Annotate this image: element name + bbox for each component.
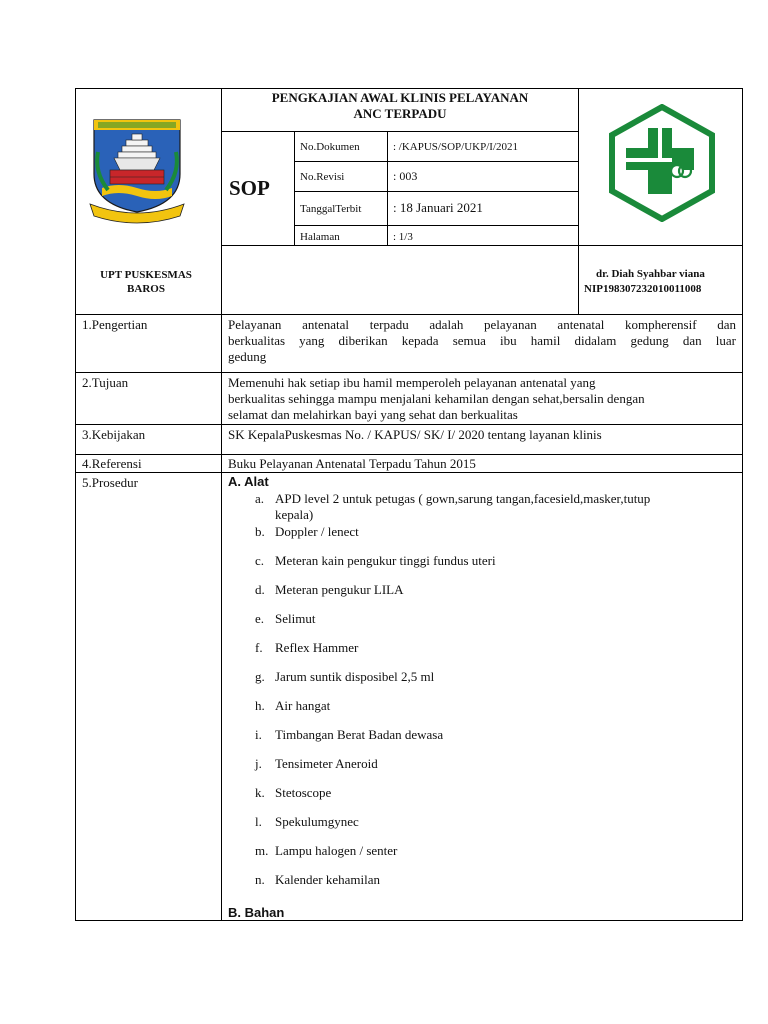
list-item: [255, 640, 358, 656]
list-item-text: APD level 2 untuk petugas ( gown,sarung tangan,facesield,masker,tutup: [275, 491, 651, 506]
org-name-line1: UPT PUSKESMAS: [100, 269, 192, 281]
list-item-text: Meteran pengukur LILA: [275, 582, 404, 597]
list-item-text: Spekulumgynec: [275, 814, 359, 829]
list-item: [255, 785, 331, 801]
list-marker: j.: [255, 756, 262, 771]
list-marker: a.: [255, 491, 265, 506]
field-label-no-revisi: No.Revisi: [300, 171, 345, 183]
section-label: 1.Pengertian: [82, 317, 148, 332]
list-item: [255, 872, 380, 888]
sop-label: SOP: [229, 176, 270, 200]
field-label-halaman: Halaman: [300, 231, 340, 243]
bahan-heading: B. Bahan: [228, 905, 285, 920]
signer-name: dr. Diah Syahbar viana: [596, 268, 705, 280]
list-item-text: Meteran kain pengukur tinggi fundus uteri: [275, 553, 496, 568]
list-item-text: Selimut: [275, 611, 316, 626]
section-text-line: selamat dan melahirkan bayi yang sehat dan berkualitas: [228, 407, 518, 422]
list-marker: n.: [255, 872, 265, 887]
org-name-line2: BAROS: [127, 283, 165, 295]
list-item-text: Kalender kehamilan: [275, 872, 381, 887]
field-value-no-revisi: : 003: [393, 169, 418, 183]
list-marker: l.: [255, 814, 262, 829]
list-marker: i.: [255, 727, 262, 742]
list-marker: f.: [255, 640, 263, 655]
field-value-tanggal-terbit: : 18 Januari 2021: [393, 200, 483, 215]
section-text-line: berkualitas sehingga mampu menjalani kehamilan dengan sehat,bersalin dengan: [228, 391, 645, 406]
section-text-line: Buku Pelayanan Antenatal Terpadu Tahun 2015: [228, 456, 476, 471]
field-value-no-dokumen: : /KAPUS/SOP/UKP/I/2021: [393, 141, 519, 153]
section-label: 3.Kebijakan: [82, 427, 146, 442]
list-item-text: Doppler / lenect: [275, 524, 359, 539]
field-label-tanggal-terbit: TanggalTerbit: [300, 203, 362, 215]
alat-heading: A. Alat: [228, 474, 269, 489]
signer-nip: NIP198307232010011008: [584, 283, 702, 295]
list-item: [255, 524, 359, 540]
section-text-line: gedung: [228, 349, 267, 364]
section-label: 4.Referensi: [82, 456, 142, 471]
doc-title-line2: ANC TERPADU: [353, 106, 447, 121]
list-marker: e.: [255, 611, 265, 626]
list-item-text: Reflex Hammer: [275, 640, 359, 655]
field-value-halaman: : 1/3: [393, 231, 413, 243]
list-item: [255, 727, 443, 743]
list-item-text: Stetoscope: [275, 785, 332, 800]
list-item: [255, 698, 330, 714]
list-item: [255, 582, 404, 598]
list-marker: b.: [255, 524, 265, 539]
section-text-line: berkualitas yang diberikan kepada semua ibu hamil didalam gedung dan luar: [228, 333, 736, 348]
list-item-text: Lampu halogen / senter: [275, 843, 398, 858]
section-text-line: SK KepalaPuskesmas No. / KAPUS/ SK/ I/ 2020 tentang layanan klinis: [228, 427, 602, 442]
regional-emblem-logo: [88, 112, 186, 226]
list-item-text: Timbangan Berat Badan dewasa: [275, 727, 444, 742]
list-marker: m.: [255, 843, 269, 858]
list-item-text: Tensimeter Aneroid: [275, 756, 378, 771]
list-item: [255, 843, 397, 859]
section-label: 5.Prosedur: [82, 475, 138, 490]
section-label: 2.Tujuan: [82, 375, 129, 390]
section-text-line: Memenuhi hak setiap ibu hamil memperoleh pelayanan antenatal yang: [228, 375, 596, 390]
list-item-continuation: kepala): [275, 507, 314, 522]
list-marker: h.: [255, 698, 265, 713]
list-item: [255, 669, 434, 685]
list-item: [255, 756, 378, 772]
list-item: [255, 491, 735, 507]
list-marker: k.: [255, 785, 265, 800]
list-marker: g.: [255, 669, 265, 684]
list-marker: d.: [255, 582, 265, 597]
list-item-text: Jarum suntik disposibel 2,5 ml: [275, 669, 435, 684]
list-item: [255, 814, 359, 830]
section-text-line: Pelayanan antenatal terpadu adalah pelayanan antenatal kompherensif dan: [228, 317, 736, 332]
list-item: [255, 553, 496, 569]
list-marker: c.: [255, 553, 265, 568]
doc-title-line1: PENGKAJIAN AWAL KLINIS PELAYANAN: [271, 90, 529, 105]
list-item-text: Air hangat: [275, 698, 331, 713]
puskesmas-logo: [606, 104, 718, 222]
field-label-no-dokumen: No.Dokumen: [300, 141, 360, 153]
list-item: [255, 611, 315, 627]
